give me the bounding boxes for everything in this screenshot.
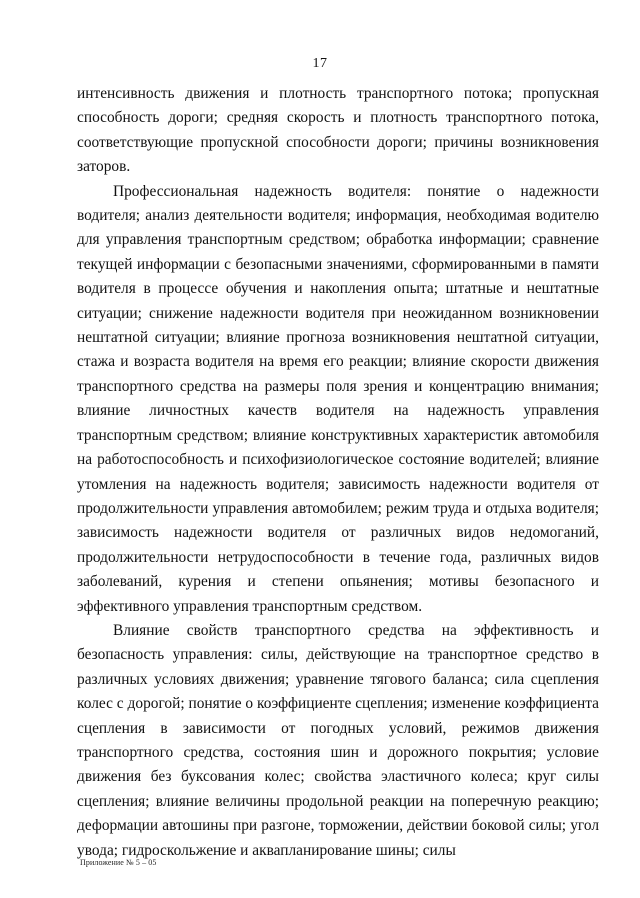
document-body bbox=[77, 82, 599, 863]
footer-appendix-note: Приложение № 5 – 05 bbox=[80, 858, 157, 867]
paragraph-vehicle-properties: Влияние свойств транспортного средства на эффективность и безопасность управления: силы, действующие на транспортное средство в различных условиях движения; уравнение тягового баланса; сила сцепления колес с дорогой; понятие о коэффициенте сцепления; изменение коэффициента сцепления в зависимости от погодных условий, режимов движения транспортного средства, состояния шин и дорожного покрытия; условие движения без буксования колес; свойства эластичного колеса; круг силы сцепления; влияние величины продольной реакции на поперечную реакцию; деформации автошины при разгоне, торможении, действии боковой силы; угол увода; гидроскольжение и аквапланирование шины; силы bbox=[77, 621, 599, 859]
paragraph-traffic-flow: интенсивность движения и плотность транспортного потока; пропускная способность дороги; средняя скорость и плотность транспортного потока, соответствующие пропускной способности дороги; причины возникновения заторов. bbox=[77, 85, 599, 176]
paragraph-driver-reliability: Профессиональная надежность водителя: понятие о надежности водителя; анализ деятельности водителя; информация, необходимая водителю для управления транспортным средством; обработка информации; сравнение текущей информации с безопасными значениями, сформированными в памяти водителя в процессе обучения и накопления опыта; штатные и нештатные ситуации; снижение надежности водителя при неожиданном возникновении нештатной ситуации; влияние прогноза возникновения нештатной ситуации, стажа и возраста водителя на время его реакции; влияние скорости движения транспортного средства на размеры поля зрения и концентрацию внимания; влияние личностных качеств водителя на надежность управления транспортным средством; влияние конструктивных характеристик автомобиля на работоспособность и психофизиологическое состояние водителей; влияние утомления на надежность водителя; зависимость надежности водителя от продолжительности управления автомобилем; режим труда и отдыха водителя; зависимость надежности водителя от различных видов недомоганий, продолжительности нетрудоспособности в течение года, различных видов заболеваний, курения и степени опьянения; мотивы безопасного и эффективного управления транспортным средством. bbox=[77, 182, 599, 615]
page-number: 17 bbox=[312, 56, 328, 71]
